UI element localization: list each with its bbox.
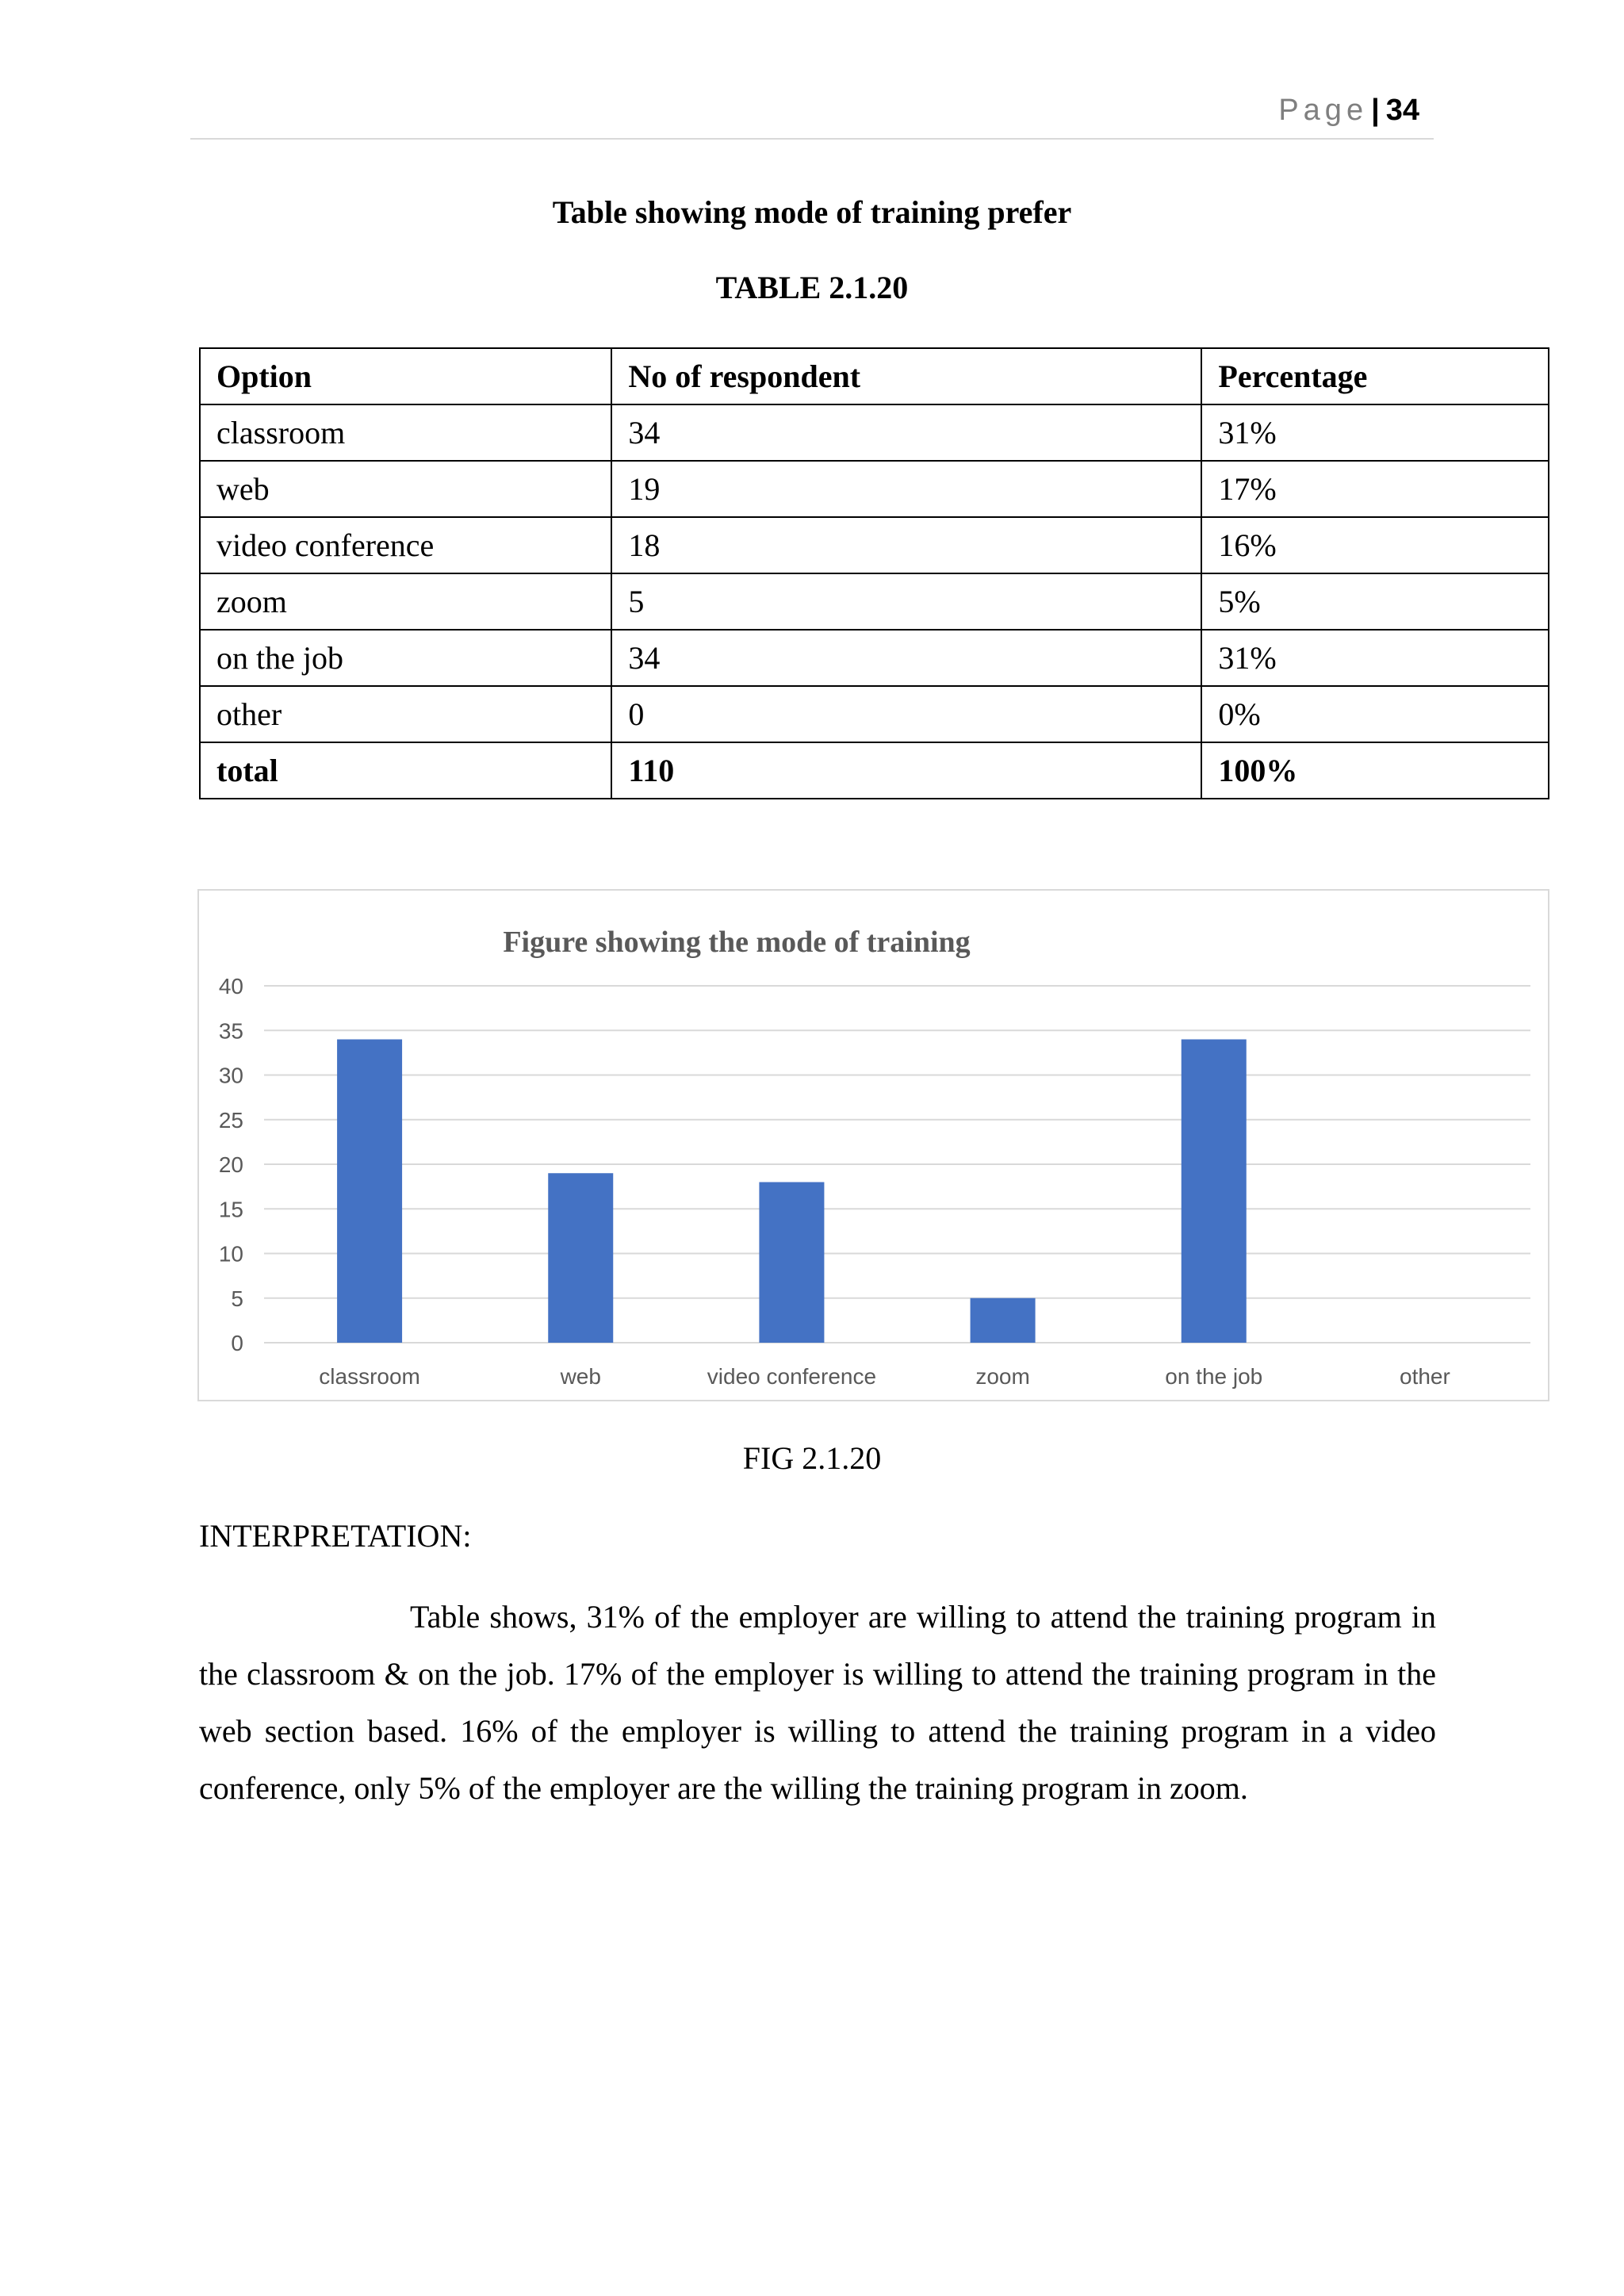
bar-zoom bbox=[971, 1298, 1036, 1343]
table-total-cell: 100% bbox=[1201, 742, 1549, 799]
respondent-table bbox=[199, 347, 1549, 799]
table-cell: web bbox=[200, 461, 611, 517]
table-cell: other bbox=[200, 686, 611, 742]
table-cell: 31% bbox=[1201, 630, 1549, 686]
table-header-cell: No of respondent bbox=[611, 348, 1201, 404]
y-tick-label: 40 bbox=[218, 974, 243, 999]
x-tick-label: web bbox=[560, 1364, 601, 1389]
table-cell: 5% bbox=[1201, 573, 1549, 630]
table-header-cell: Option bbox=[200, 348, 611, 404]
table-number: TABLE 2.1.20 bbox=[715, 270, 909, 305]
table-header-cell: Percentage bbox=[1201, 348, 1549, 404]
x-axis-ticks bbox=[319, 1364, 1450, 1389]
table-total-row bbox=[200, 742, 1549, 799]
x-tick-label: zoom bbox=[975, 1364, 1030, 1389]
bar-classroom bbox=[337, 1040, 402, 1343]
y-tick-label: 25 bbox=[218, 1107, 243, 1133]
y-tick-label: 15 bbox=[218, 1197, 243, 1222]
page-header bbox=[190, 94, 1434, 140]
x-tick-label: video conference bbox=[707, 1364, 877, 1389]
interpretation-heading: INTERPRETATION: bbox=[199, 1518, 472, 1554]
bar-video-conference bbox=[759, 1182, 824, 1343]
page-separator: | bbox=[1371, 94, 1380, 127]
table-row bbox=[200, 461, 1549, 517]
page-label: Page bbox=[1278, 94, 1369, 127]
bar-chart-svg bbox=[199, 891, 1548, 1400]
bar-web bbox=[548, 1173, 613, 1343]
table-cell: on the job bbox=[200, 630, 611, 686]
figure-caption: FIG 2.1.20 bbox=[742, 1440, 882, 1476]
table-cell: 5 bbox=[611, 573, 1201, 630]
x-tick-label: other bbox=[1400, 1364, 1450, 1389]
table-row bbox=[200, 404, 1549, 461]
y-tick-label: 10 bbox=[218, 1241, 243, 1267]
table-row bbox=[200, 686, 1549, 742]
table-cell: 18 bbox=[611, 517, 1201, 573]
table-row bbox=[200, 517, 1549, 573]
y-tick-label: 35 bbox=[218, 1018, 243, 1044]
table-cell: zoom bbox=[200, 573, 611, 630]
x-tick-label: classroom bbox=[319, 1364, 420, 1389]
x-tick-label: on the job bbox=[1165, 1364, 1263, 1389]
table-header-row bbox=[200, 348, 1549, 404]
page-number: 34 bbox=[1385, 94, 1419, 127]
interpretation-body: Table shows, 31% of the employer are willing to attend the training program in the classroom & on the job. 17% of the employer is willing to attend the training program in the web section based. 16% of the employer is willing to attend the training program in a video conference, only 5% of the employer are the willing the training program in zoom. bbox=[199, 1599, 1436, 1806]
y-axis-ticks bbox=[219, 974, 243, 1355]
y-tick-label: 0 bbox=[231, 1331, 243, 1355]
table-row bbox=[200, 573, 1549, 630]
table-cell: classroom bbox=[200, 404, 611, 461]
chart-gridlines bbox=[264, 986, 1530, 1343]
y-tick-label: 5 bbox=[231, 1286, 243, 1311]
bar-on-the-job bbox=[1182, 1040, 1247, 1343]
table-row bbox=[200, 630, 1549, 686]
table-total-cell: total bbox=[200, 742, 611, 799]
chart-title: Figure showing the mode of training bbox=[503, 926, 971, 959]
table-cell: 16% bbox=[1201, 517, 1549, 573]
y-tick-label: 30 bbox=[218, 1063, 243, 1088]
y-tick-label: 20 bbox=[218, 1152, 243, 1177]
table-total-cell: 110 bbox=[611, 742, 1201, 799]
table-cell: 31% bbox=[1201, 404, 1549, 461]
bar-chart bbox=[197, 889, 1549, 1401]
table-cell: video conference bbox=[200, 517, 611, 573]
table-title: Table showing mode of training prefer bbox=[552, 194, 1072, 230]
table-cell: 0 bbox=[611, 686, 1201, 742]
chart-bars bbox=[337, 1040, 1247, 1343]
table-cell: 0% bbox=[1201, 686, 1549, 742]
table-cell: 34 bbox=[611, 404, 1201, 461]
table-cell: 19 bbox=[611, 461, 1201, 517]
table-cell: 34 bbox=[611, 630, 1201, 686]
table-cell: 17% bbox=[1201, 461, 1549, 517]
